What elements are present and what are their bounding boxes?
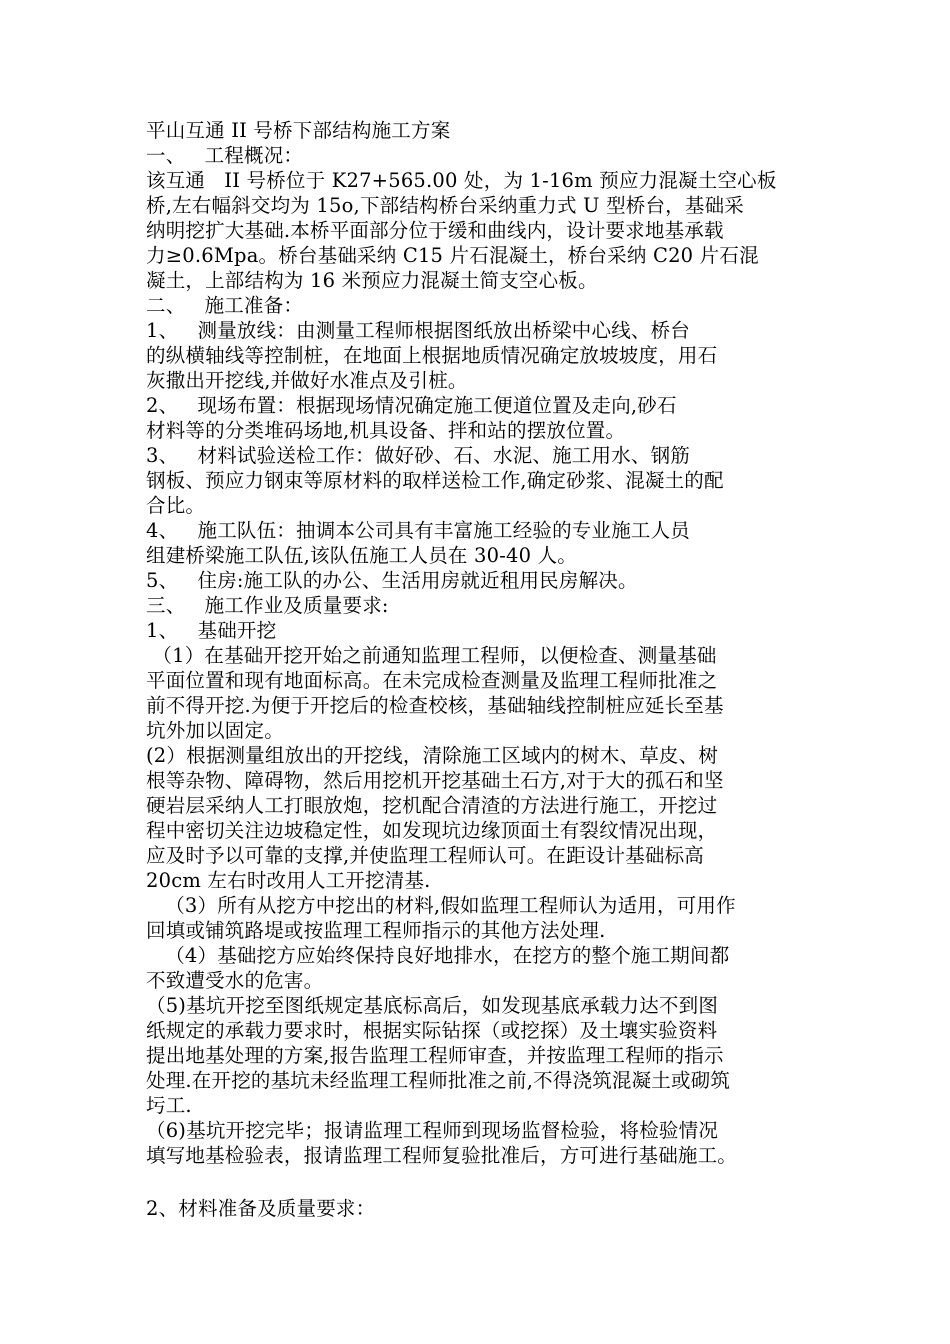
text-line: 坑外加以固定。: [146, 719, 284, 742]
section-heading-preparation: 二、 施工准备：: [146, 294, 304, 317]
text-line: 组建桥梁施工队伍,该队伍施工人员在 30-40 人。: [146, 544, 578, 567]
text-line: 纸规定的承载力要求时，根据实际钻探（或挖探）及土壤实验资料: [146, 1019, 718, 1042]
text-line: 该互通 II 号桥位于 K27+565.00 处，为 1-16m 预应力混凝土空心板: [146, 169, 777, 192]
text-line: (2）根据测量组放出的开挖线，清除施工区域内的树木、草皮、树: [146, 744, 719, 767]
text-line: 纳明挖扩大基础.本桥平面部分位于缓和曲线内，设计要求地基承载: [146, 219, 724, 242]
text-line: 力≥0.6Mpa。桥台基础采纳 C15 片石混凝土，桥台采纳 C20 片石混: [146, 244, 759, 267]
text-line: 3、 材料试验送检工作：做好砂、石、水泥、施工用水、钢筋: [146, 444, 691, 467]
document-body: [146, 118, 811, 1221]
blank-line: [146, 1168, 811, 1196]
subsection-heading-excavation: 1、 基础开挖: [146, 619, 277, 642]
text-line: 20cm 左右时改用人工开挖清基.: [146, 869, 431, 892]
text-line: 1、 测量放线：由测量工程师根据图纸放出桥梁中心线、桥台: [146, 319, 691, 342]
text-line: （3）所有从挖方中挖出的材料,假如监理工程师认为适用，可用作: [146, 894, 736, 917]
text-line: 处理.在开挖的基坑未经监理工程师批准之前,不得浇筑混凝土或砌筑: [146, 1069, 731, 1092]
subsection-heading-materials: 2、材料准备及质量要求：: [146, 1197, 376, 1220]
text-line: 合比。: [146, 494, 206, 517]
text-line: 不致遭受水的危害。: [146, 969, 324, 992]
text-line: 回填或铺筑路堤或按监理工程师指示的其他方法处理.: [146, 919, 606, 942]
text-line: 凝土，上部结构为 16 米预应力混凝土简支空心板。: [146, 269, 598, 292]
text-line: 硬岩层采纳人工打眼放炮，挖机配合清渣的方法进行施工，开挖过: [146, 794, 718, 817]
text-line: 填写地基检验表，报请监理工程师复验批准后，方可进行基础施工。: [146, 1144, 738, 1167]
text-line: 材料等的分类堆码场地,机具设备、拌和站的摆放位置。: [146, 419, 626, 442]
text-line: 平面位置和现有地面标高。在未完成检查测量及监理工程师批准之: [146, 669, 718, 692]
text-line: 前不得开挖.为便于开挖后的检查校核，基础轴线控制桩应延长至基: [146, 694, 724, 717]
text-line: （5)基坑开挖至图纸规定基底标高后，如发现基底承载力达不到图: [146, 994, 719, 1017]
text-line: 的纵横轴线等控制桩，在地面上根据地质情况确定放坡坡度，用石: [146, 344, 718, 367]
text-line: 程中密切关注边坡稳定性，如发现坑边缘顶面土有裂纹情况出现，: [146, 819, 718, 842]
text-line: 根等杂物、障碍物，然后用挖机开挖基础土石方,对于大的孤石和坚: [146, 769, 724, 792]
text-line: 钢板、预应力钢束等原材料的取样送检工作,确定砂浆、混凝土的配: [146, 469, 724, 492]
text-line: 桥,左右幅斜交均为 15o,下部结构桥台采纳重力式 U 型桥台，基础采: [146, 194, 744, 217]
text-line: （6)基坑开挖完毕；报请监理工程师到现场监督检验，将检验情况: [146, 1119, 719, 1142]
text-line: 圬工.: [146, 1094, 192, 1117]
text-line: （1）在基础开挖开始之前通知监理工程师，以便检查、测量基础: [146, 644, 717, 667]
text-line: （4）基础挖方应始终保持良好地排水，在挖方的整个施工期间都: [146, 944, 730, 967]
text-line: 5、 住房:施工队的办公、生活用房就近租用民房解决。: [146, 569, 638, 592]
document-title: 平山互通 II 号桥下部结构施工方案: [146, 119, 451, 142]
text-line: 灰撒出开挖线,并做好水准点及引桩。: [146, 369, 468, 392]
text-line: 应及时予以可靠的支撑,并使监理工程师认可。在距设计基础标高: [146, 844, 704, 867]
text-line: 2、 现场布置：根据现场情况确定施工便道位置及走向,砂石: [146, 394, 677, 417]
section-heading-overview: 一、 工程概况：: [146, 144, 304, 167]
section-heading-construction: 三、 施工作业及质量要求:: [146, 594, 389, 617]
text-line: 4、 施工队伍：抽调本公司具有丰富施工经验的专业施工人员: [146, 519, 691, 542]
text-line: 提出地基处理的方案,报告监理工程师审查，并按监理工程师的指示: [146, 1044, 724, 1067]
